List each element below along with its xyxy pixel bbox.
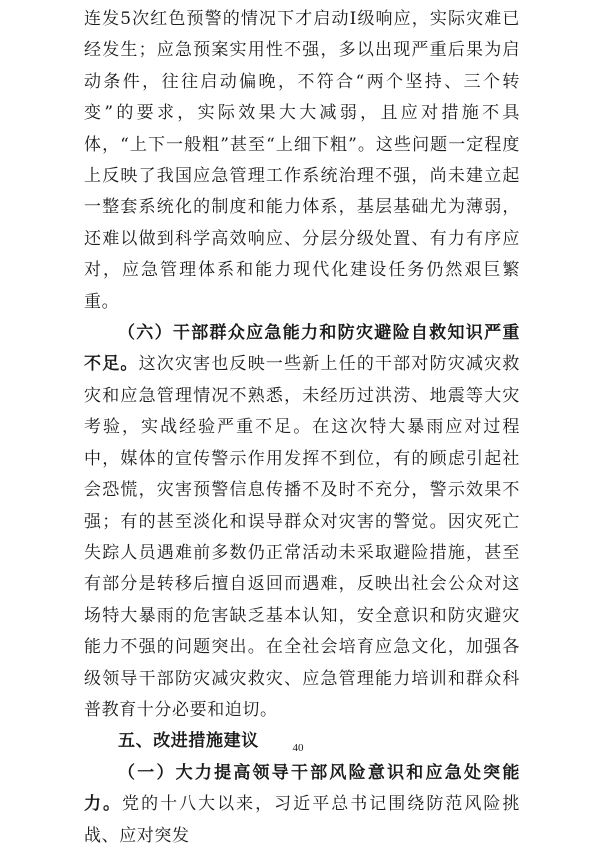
paragraph-response-issues: 连发5次红色预警的情况下才启动Ⅰ级响应，实际灾难已经发生；应急预案实用性不强，多以出现严重后果为启动条件，往往启动偏晚，不符合“两个坚持、三个转变”的要求，实际效果大大减弱，且应对措施不具体，“上下一般粗”甚至“上细下粗”。这些问题一定程度上反映了我国应急管理工作系统治理不强，尚未建立起一整套系统化的制度和能力体系，基层基础尤为薄弱，还难以做到科学高效响应、分层分级处置、有力有序应对，应急管理体系和能力现代化建设任务仍然艰巨繁重。 <box>84 9 520 312</box>
paragraph-body: 党的十八大以来，习近平总书记围绕防范风险挑战、应对突发 <box>84 794 520 846</box>
paragraph-body: 这次灾害也反映一些新上任的干部对防灾减灾救灾和应急管理情况不熟悉，未经历过洪涝、地震等大灾考验，实战经验严重不足。在这次特大暴雨应对过程中，媒体的宣传警示作用发挥不到位，有的顾虑引起社会恐慌，灾害预警信息传播不及时不充分，警示效果不强；有的甚至淡化和误导群众对灾害的警觉。因灾死亡失踪人员遇难前多数仍正常活动未采取避险措施，甚至有部分是转移后擅自返回而遇难，反映出社会公众对这场特大暴雨的危害缺乏基本认知，安全意识和防灾避灾能力不强的问题突出。在全社会培育应急文化，加强各级领导干部防灾减灾救灾、应急管理能力培训和群众科普教育十分必要和迫切。 <box>84 354 520 720</box>
paragraph-heading: （六）干部群众应急能力和防灾避险自救知识严重不足。 <box>84 323 520 375</box>
paragraph-heading: （一）大力提高领导干部风险意识和应急处突能力。 <box>84 762 520 815</box>
paragraph-leadership-awareness <box>84 758 520 852</box>
paragraph-cadre-capacity <box>84 318 520 726</box>
section-title: 五、改进措施建议 <box>118 731 259 752</box>
page-number: 40 <box>292 742 304 754</box>
